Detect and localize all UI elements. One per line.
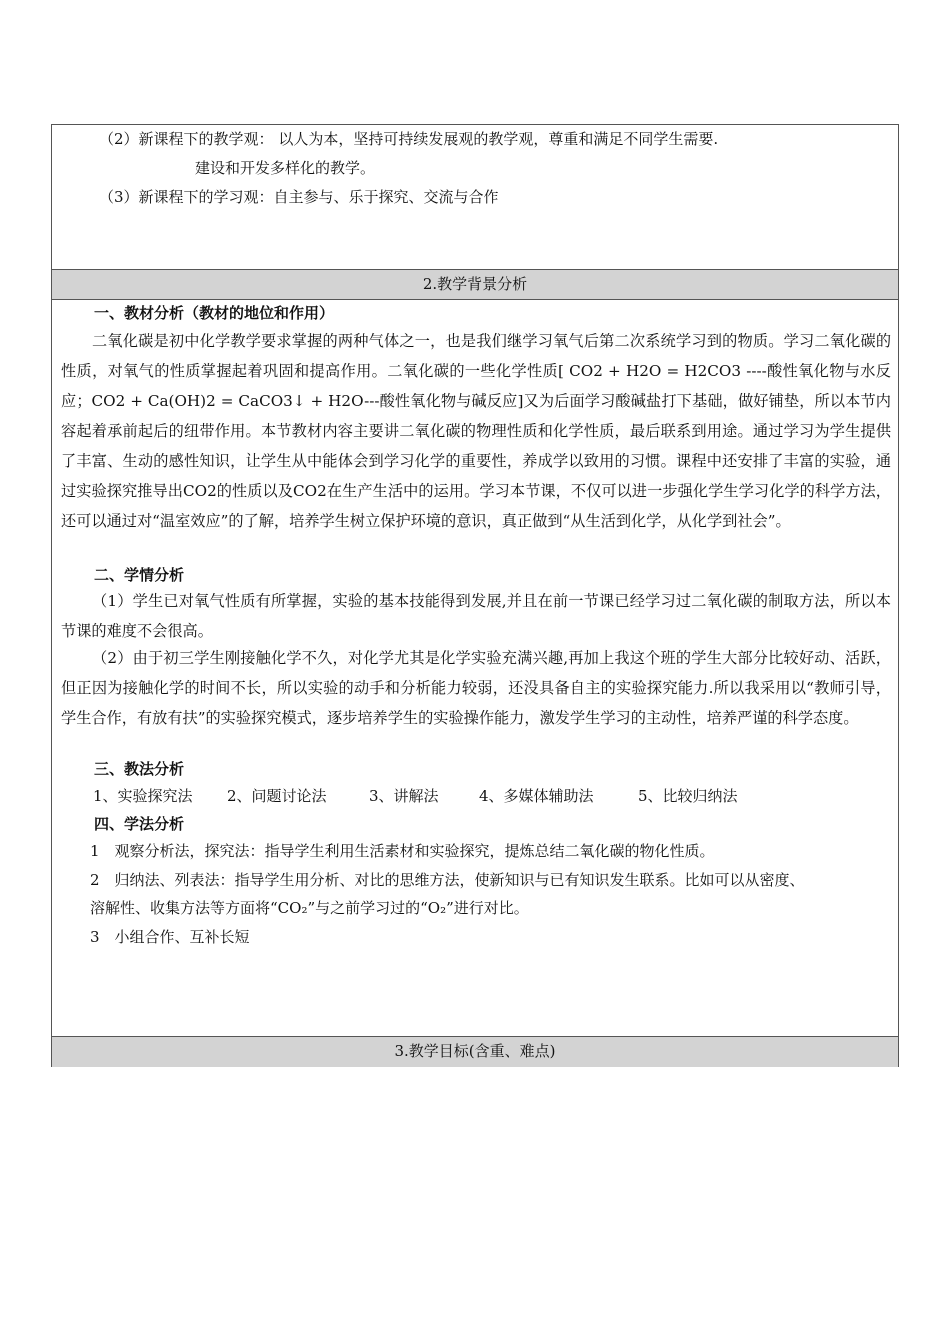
student-analysis-title: 二、学情分析 xyxy=(94,566,185,584)
teaching-view-line-continued: 建设和开发多样化的教学。 xyxy=(195,159,376,177)
learning-method-item-2: 2 归纳法、列表法：指导学生用分析、对比的思维方法，使新知识与已有知识发生联系。比如可以从密度、 xyxy=(90,871,805,889)
textbook-analysis-text: 二氧化碳是初中化学教学要求掌握的两种气体之一，也是我们继学习氧气后第二次系统学习到的物质。学习二氧化碳的性质，对氧气的性质掌握起着巩固和提高作用。二氧化碳的一些化学性质[ CO2 + H2O = H2CO3 ----酸性氧化物与水反应；CO2 + Ca(OH)2 = CaCO3↓ + H2O---酸性氧化物与碱反应]又为后面学习酸碱盐打下基础，做好铺垫，所以本节内容起着承前起后的纽带作用。本节教材内容主要讲二氧化碳的物理性质和化学性质，最后联系到用途。通过学习为学生提供了丰富、生动的感性知识，让学生从中能体会到学习化学的重要性，养成学以致用的习惯。课程中还安排了丰富的实验，通过实验探究推导出CO2的性质以及CO2在生产生活中的运用。学习本节课，不仅可以进一步强化学生学习化学的科学方法，还可以通过对“温室效应”的了解，培养学生树立保护环境的意识，真正做到“从生活到化学，从化学到社会”。 xyxy=(61,332,891,530)
method-item: 5、比较归纳法 xyxy=(638,787,738,805)
teaching-method-list xyxy=(93,785,738,806)
method-item: 4、多媒体辅助法 xyxy=(479,787,594,805)
learning-method-title: 四、学法分析 xyxy=(94,815,185,833)
teaching-method-title: 三、教法分析 xyxy=(94,760,185,778)
method-item: 3、讲解法 xyxy=(369,787,439,805)
student-analysis-p2: （2）由于初三学生刚接触化学不久，对化学尤其是化学实验充满兴趣,再加上我这个班的学生大部分比较好动、活跃，但正因为接触化学的时间不长，所以实验的动手和分析能力较弱，还没具备自主的实验探究能力.所以我采用以“教师引导，学生合作，有放有扶”的实验探究模式，逐步培养学生的实验操作能力，激发学生学习的主动性，培养严谨的科学态度。 xyxy=(61,649,891,727)
section-header-teaching-objectives: 3.教学目标(含重、难点) xyxy=(52,1036,898,1067)
section-header-background-analysis: 2.教学背景分析 xyxy=(52,269,898,300)
student-analysis-p1: （1）学生已对氧气性质有所掌握，实验的基本技能得到发展,并且在前一节课已经学习过二氧化碳的制取方法，所以本节课的难度不会很高。 xyxy=(61,592,891,640)
learning-method-item-2-continued: 溶解性、收集方法等方面将“CO₂”与之前学习过的“O₂”进行对比。 xyxy=(90,899,529,917)
teaching-philosophy-cell xyxy=(52,125,898,269)
textbook-analysis-title: 一、教材分析（教材的地位和作用） xyxy=(94,304,335,322)
learning-view-line: （3）新课程下的学习观：自主参与、乐于探究、交流与合作 xyxy=(99,188,499,206)
learning-method-item-3: 3 小组合作、互补长短 xyxy=(90,928,250,946)
teaching-view-line: （2）新课程下的教学观： 以人为本，坚持可持续发展观的教学观，尊重和满足不同学生需要. xyxy=(99,130,719,148)
method-item: 1、实验探究法 xyxy=(93,787,193,805)
lesson-plan-table xyxy=(51,124,899,1067)
learning-method-item-1: 1 观察分析法，探究法：指导学生利用生活素材和实验探究，提炼总结二氧化碳的物化性质。 xyxy=(90,842,715,860)
method-item: 2、问题讨论法 xyxy=(227,787,327,805)
